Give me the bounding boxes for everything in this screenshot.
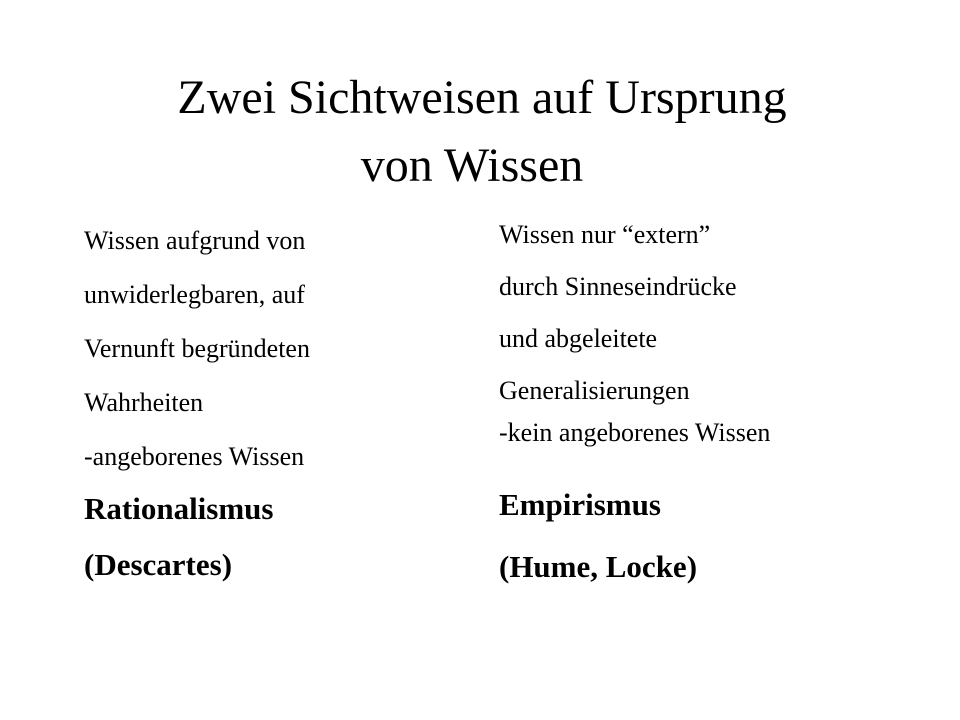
rationalism-representative: (Descartes) <box>84 547 233 582</box>
empiricism-text-line: -kein angeborenes Wissen <box>499 418 771 447</box>
empiricism-text-line: durch Sinneseindrücke <box>499 272 737 301</box>
rationalism-text-line: -angeborenes Wissen <box>84 442 305 471</box>
slide-title-line-1: Zwei Sichtweisen auf Ursprung <box>177 71 787 124</box>
empiricism-text-line: Wissen nur “extern” <box>499 220 711 249</box>
empiricism-term: Empirismus <box>499 487 661 522</box>
empiricism-text-line: Generalisierungen <box>499 376 690 405</box>
empiricism-representatives: (Hume, Locke) <box>499 549 698 584</box>
rationalism-column <box>84 221 484 603</box>
rationalism-text-line: unwiderlegbaren, auf <box>84 280 305 309</box>
empiricism-column <box>499 215 919 603</box>
rationalism-term: Rationalismus <box>84 491 274 526</box>
rationalism-text-line: Wissen aufgrund von <box>84 226 306 255</box>
empiricism-text-line: und abgeleitete <box>499 324 658 353</box>
slide-title-line-2: von Wissen <box>360 139 584 192</box>
slide-title <box>0 64 960 200</box>
rationalism-text-line: Wahrheiten <box>84 388 204 417</box>
rationalism-text-line: Vernunft begründeten <box>84 334 310 363</box>
